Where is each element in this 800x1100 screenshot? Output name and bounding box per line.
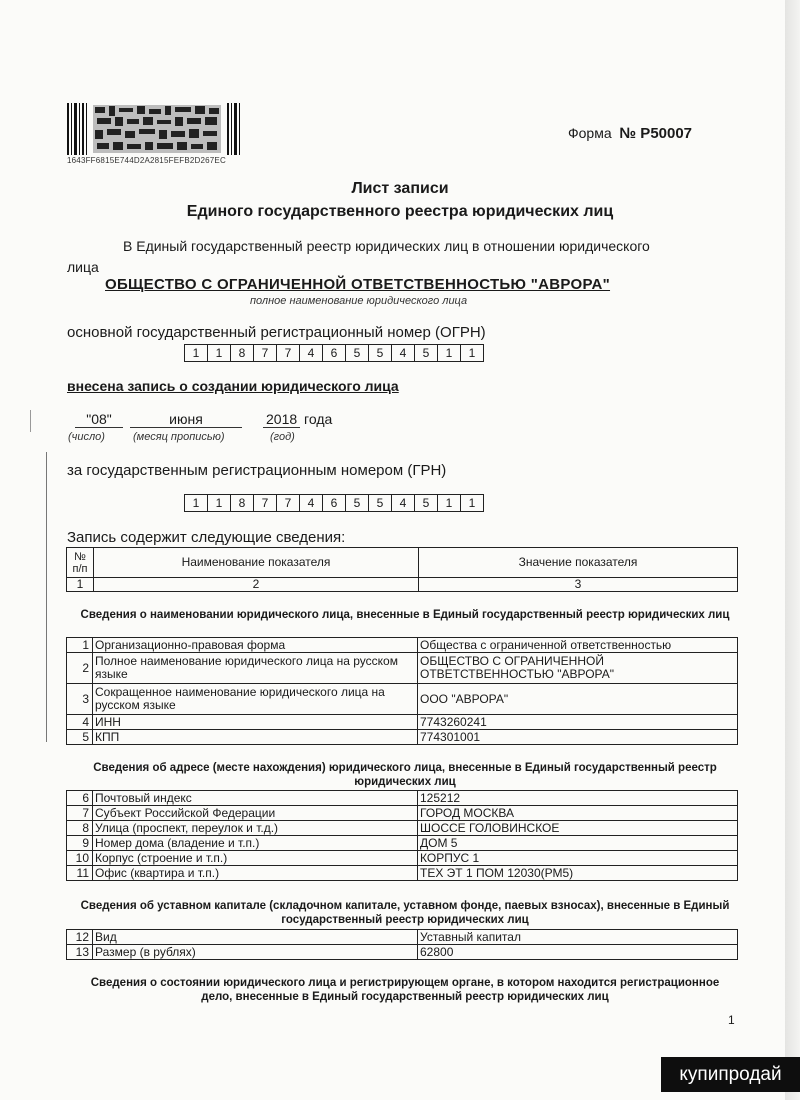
digit-cell: 5 [368, 345, 391, 361]
day-caption: (число) [68, 431, 105, 443]
row-name: КПП [93, 730, 418, 745]
row-value: 125212 [418, 791, 738, 806]
digit-cell: 4 [299, 345, 322, 361]
grn-digits [184, 494, 484, 512]
year-caption: (год) [270, 431, 295, 443]
form-number [568, 125, 692, 142]
row-number: 13 [67, 945, 93, 960]
digit-cell: 1 [437, 495, 460, 511]
row-value: 7743260241 [418, 715, 738, 730]
digit-cell: 7 [253, 345, 276, 361]
header-num-3: 3 [419, 578, 738, 592]
margin-line-small [30, 410, 31, 432]
record-created-text: внесена запись о создании юридического лица [67, 378, 399, 394]
section-name-table [66, 637, 738, 745]
row-number: 5 [67, 730, 93, 745]
date-month: июня [130, 411, 242, 428]
section-title-address: Сведения об адресе (месте нахождения) юридического лица, внесенные в Единый государственный реестр юридических лиц [93, 762, 717, 788]
digit-cell: 8 [230, 345, 253, 361]
digit-cell: 5 [345, 345, 368, 361]
header-table [66, 547, 738, 592]
row-number: 10 [67, 851, 93, 866]
section-address-table [66, 790, 738, 881]
intro-line-2: лица [67, 259, 99, 275]
row-number: 2 [67, 653, 93, 684]
header-num-2: 2 [94, 578, 419, 592]
row-number: 4 [67, 715, 93, 730]
row-number: 11 [67, 866, 93, 881]
date-day: "08" [75, 411, 123, 428]
row-name: Полное наименование юридического лица на русском языке [93, 653, 418, 684]
digit-cell: 5 [368, 495, 391, 511]
row-number: 9 [67, 836, 93, 851]
digit-cell: 7 [276, 345, 299, 361]
intro-line-1: В Единый государственный реестр юридических лиц в отношении юридического [123, 238, 650, 254]
row-number: 1 [67, 638, 93, 653]
header-col-number: № п/п [67, 548, 94, 578]
row-value: ДОМ 5 [418, 836, 738, 851]
digit-cell: 5 [414, 345, 437, 361]
row-value: Уставный капитал [418, 930, 738, 945]
company-name: ОБЩЕСТВО С ОГРАНИЧЕННОЙ ОТВЕТСТВЕННОСТЬЮ "АВРОРА" [105, 276, 611, 293]
digit-cell: 1 [192, 346, 200, 360]
ogrn-label: основной государственный регистрационный номер (ОГРН) [67, 324, 486, 341]
digit-cell: 4 [391, 345, 414, 361]
digit-cell: 6 [322, 345, 345, 361]
digit-cell: 1 [192, 496, 200, 510]
month-caption: (месяц прописью) [133, 431, 225, 443]
row-value: 62800 [418, 945, 738, 960]
row-name: Номер дома (владение и т.п.) [93, 836, 418, 851]
row-name: Корпус (строение и т.п.) [93, 851, 418, 866]
section-capital-table [66, 929, 738, 960]
digit-cell: 5 [345, 495, 368, 511]
row-number: 8 [67, 821, 93, 836]
section-title-name: Сведения о наименовании юридического лица, внесенные в Единый государственный реестр юридических лиц [80, 609, 730, 621]
row-number: 7 [67, 806, 93, 821]
digit-cell: 5 [414, 495, 437, 511]
margin-line [46, 452, 47, 742]
row-name: Субъект Российской Федерации [93, 806, 418, 821]
grn-label: за государственным регистрационным номером (ГРН) [67, 462, 447, 479]
date-year-value: 2018 [263, 411, 300, 428]
digit-cell: 7 [253, 495, 276, 511]
row-value: ОБЩЕСТВО С ОГРАНИЧЕННОЙ ОТВЕТСТВЕННОСТЬЮ "АВРОРА" [418, 653, 738, 684]
row-number: 3 [67, 684, 93, 715]
digit-cell: 4 [391, 495, 414, 511]
header-col-value: Значение показателя [419, 548, 738, 578]
row-number: 12 [67, 930, 93, 945]
row-name: Сокращенное наименование юридического лица на русском языке [93, 684, 418, 715]
row-name: Вид [93, 930, 418, 945]
row-name: Офис (квартира и т.п.) [93, 866, 418, 881]
form-code: № Р50007 [619, 125, 693, 142]
digit-cell: 7 [276, 495, 299, 511]
row-value: ГОРОД МОСКВА [418, 806, 738, 821]
digit-cell: 1 [437, 345, 460, 361]
section-title-capital: Сведения об уставном капитале (складочном капитале, уставном фонде, паевых взносах), внесенные в Единый государственный реестр юридических лиц [80, 900, 730, 926]
row-value: КОРПУС 1 [418, 851, 738, 866]
digit-cell: 6 [322, 495, 345, 511]
contains-label: Запись содержит следующие сведения: [67, 529, 346, 546]
row-value: ШОССЕ ГОЛОВИНСКОЕ [418, 821, 738, 836]
title-line-1: Лист записи [351, 180, 449, 197]
date-year-suffix: года [304, 411, 333, 427]
digit-cell: 1 [207, 345, 230, 361]
page-edge [785, 0, 800, 1100]
barcode-image [67, 103, 242, 155]
header-col-name: Наименование показателя [94, 548, 419, 578]
watermark-logo: купипродай [661, 1057, 800, 1092]
row-value: Общества с ограниченной ответственностью [418, 638, 738, 653]
section-title-status: Сведения о состоянии юридического лица и регистрирующем органе, в котором находится регистрационное дело, внесенные в Единый государственный реестр юридических лиц [90, 977, 720, 1003]
row-value: 774301001 [418, 730, 738, 745]
digit-cell: 1 [207, 495, 230, 511]
title-line-2: Единого государственного реестра юридических лиц [186, 203, 614, 220]
header-num-1: 1 [67, 578, 94, 592]
row-value: ООО "АВРОРА" [418, 684, 738, 715]
row-name: Организационно-правовая форма [93, 638, 418, 653]
digit-cell: 1 [460, 495, 483, 511]
digit-cell: 4 [299, 495, 322, 511]
row-name: Почтовый индекс [93, 791, 418, 806]
digit-cell: 1 [460, 345, 483, 361]
company-caption: полное наименование юридического лица [250, 295, 468, 307]
row-name: Размер (в рублях) [93, 945, 418, 960]
page-number: 1 [728, 1013, 735, 1027]
row-value: ТЕХ ЭТ 1 ПОМ 12030(РМ5) [418, 866, 738, 881]
barcode-text: 1643FF6815E744D2A2815FEFB2D267EC [67, 156, 226, 165]
row-name: ИНН [93, 715, 418, 730]
form-label: Форма [568, 125, 612, 141]
digit-cell: 8 [230, 495, 253, 511]
row-name: Улица (проспект, переулок и т.д.) [93, 821, 418, 836]
row-number: 6 [67, 791, 93, 806]
date-year [263, 411, 332, 427]
ogrn-digits [184, 344, 484, 362]
